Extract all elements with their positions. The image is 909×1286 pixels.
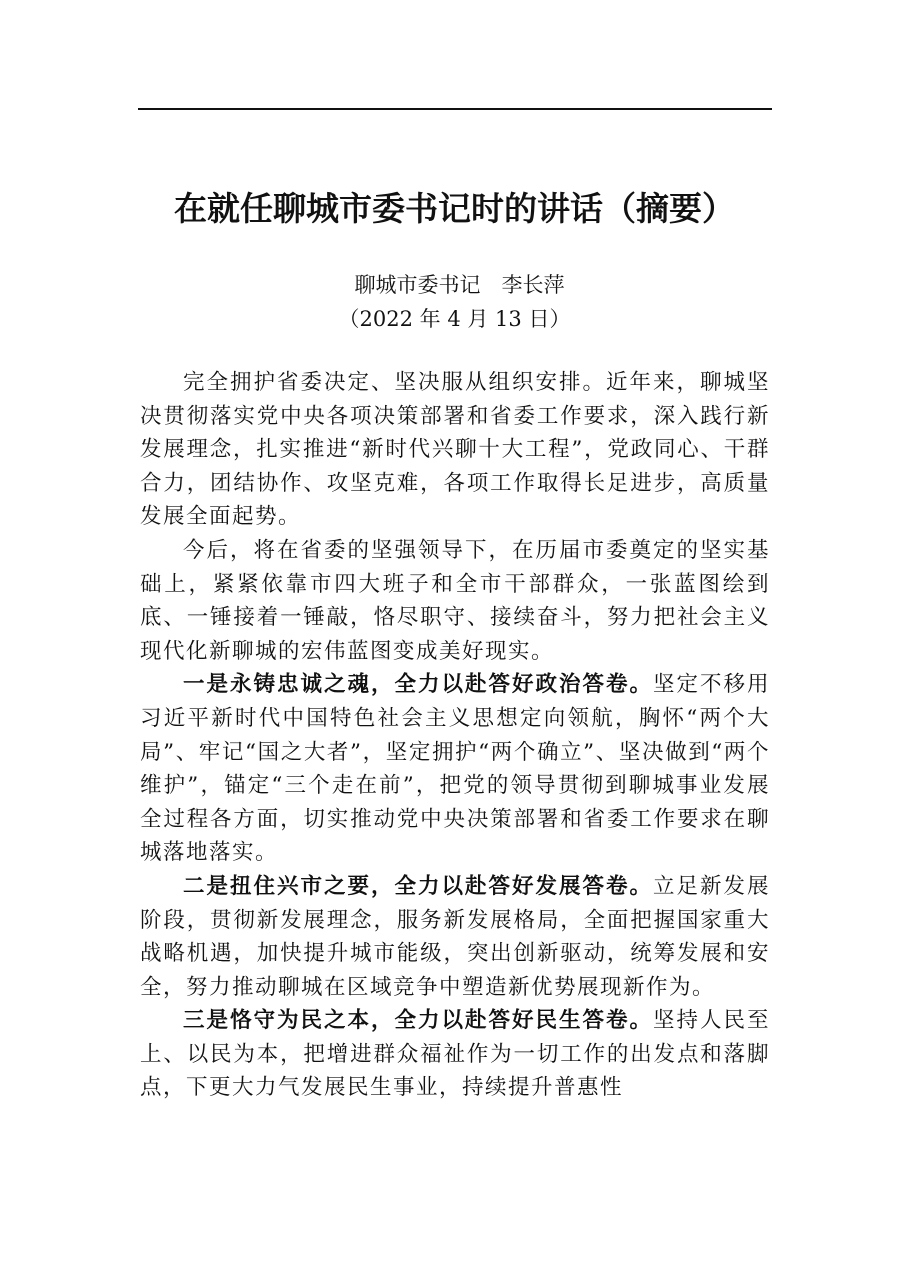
paragraph (140, 870, 770, 1004)
paragraph (140, 1004, 770, 1105)
document-body (140, 366, 770, 1105)
paragraph-text: 完全拥护省委决定、坚决服从组织安排。近年来，聊城坚决贯彻落实党中央各项决策部署和省委工作要求，深入践行新发展理念，扎实推进“新时代兴聊十大工程”，党政同心、干群合力，团结协作、攻坚克难，各项工作取得长足进步，高质量发展全面起势。 (140, 370, 770, 530)
paragraph-text: 今后，将在省委的坚强领导下，在历届市委奠定的坚实基础上，紧紧依靠市四大班子和全市干部群众，一张蓝图绘到底、一锤接着一锤敲，恪尽职守、接续奋斗，努力把社会主义现代化新聊城的宏伟蓝图变成美好现实。 (140, 537, 770, 664)
paragraph (140, 534, 770, 668)
paragraph-lead: 二是扭住兴市之要，全力以赴答好发展答卷。 (183, 873, 653, 899)
page-title: 在就任聊城市委书记时的讲话（摘要） (174, 189, 735, 228)
paragraph-text: 坚持人民至上、以民为本，把增进群众福祉作为一切工作的出发点和落脚点，下更大力气发展民生事业，持续提升普惠性 (140, 1008, 770, 1101)
paragraph-lead: 三是恪守为民之本，全力以赴答好民生答卷。 (183, 1008, 653, 1034)
paragraph-text: 坚定不移用习近平新时代中国特色社会主义思想定向领航，胸怀“两个大局”、牢记“国之大者”，坚定拥护“两个确立”、坚决做到“两个维护”，锚定“三个走在前”，把党的领导贯彻到聊城事业发展全过程各方面，切实推动党中央决策部署和省委工作要求在聊城落地落实。 (140, 672, 770, 866)
header-rule (138, 108, 772, 110)
paragraph (140, 668, 770, 870)
paragraph-lead: 一是永铸忠诚之魂，全力以赴答好政治答卷。 (183, 672, 653, 698)
author-byline: 聊城市委书记 李长萍 (354, 273, 565, 297)
speech-date: （2022 年 4 月 13 日） (338, 307, 571, 331)
paragraph (140, 366, 770, 534)
paragraph-text: 立足新发展阶段，贯彻新发展理念，服务新发展格局，全面把握国家重大战略机遇，加快提升城市能级，突出创新驱动，统筹发展和安全，努力推动聊城在区域竞争中塑造新优势展现新作为。 (140, 873, 770, 1000)
